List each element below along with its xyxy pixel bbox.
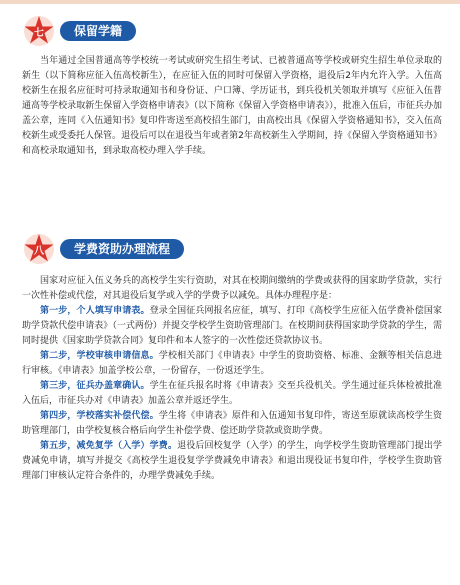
section-header (22, 232, 442, 266)
section-retain-enrollment (22, 14, 442, 159)
section-title: 学费资助办理流程 (60, 239, 184, 259)
star-icon (22, 14, 56, 48)
top-border (0, 0, 460, 4)
step-text: 学校相关部门《申请表》中学生的资助资格、标准、金额等相关信息进行审核。《申请表》加盖学校公章，一份留存，一份返还学生。 (22, 351, 442, 376)
step-5: 第五步，减免复学（入学）学费。退役后回校复学（入学）的学生，向学校学生资助管理部门提出学费减免申请，填写并提交《高校学生退役复学学费减免申请表》和退出现役证书复印件，学校学生资助管理部门审核认定符合条件的，办理学费减免手续。 (22, 441, 442, 481)
step-4: 第四步，学校落实补偿代偿。学生将《申请表》原件和入伍通知书复印件，寄送至原就读高校学生资助管理部门，由学校复核合格后向学生补偿学费、偿还助学贷款或资助学费。 (22, 411, 442, 436)
step-text: 登录全国征兵网报名应征，填写、打印《高校学生应征入伍学费补偿国家助学贷款代偿申请表》（一式两份）并提交学校学生资助管理部门。在校期间获得国家助学贷款的学生，需同时提供《国家助学贷款合同》复印件和本人签字的一次性偿还贷款协议书。 (22, 306, 442, 346)
step-2: 第二步，学校审核申请信息。学校相关部门《申请表》中学生的资助资格、标准、金额等相关信息进行审核。《申请表》加盖学校公章，一份留存，一份返还学生。 (22, 351, 442, 376)
section-intro: 国家对应征入伍义务兵的高校学生实行资助，对其在校期间缴纳的学费或获得的国家助学贷款，实行一次性补偿或代偿，对其退役后复学或入学的学费予以减免。具体办理程序是： (22, 276, 442, 301)
step-label: 第四步，学校落实补偿代偿 (40, 411, 150, 421)
step-1: 第一步，个人填写申请表。登录全国征兵网报名应征，填写、打印《高校学生应征入伍学费补偿国家助学贷款代偿申请表》（一式两份）并提交学校学生资助管理部门。在校期间获得国家助学贷款的学生，需同时提供《国家助学贷款合同》复印件和本人签字的一次性偿还贷款协议书。 (22, 306, 442, 346)
section-header (22, 14, 442, 48)
section-number: 七 (34, 27, 44, 39)
section-body: 当年通过全国普通高等学校统一考试或研究生招生考试、已被普通高等学校或研究生招生单位录取的新生（以下简称应征入伍高校新生），在应征入伍的同时可保留入学资格，退役后2年内允许入学。入伍高校新生在报名应征时可持录取通知书和身份证、户口簿、学历证书，到兵役机关领取并填写《应征入伍普通高等学校录取新生保留入学资格申请表》（以下简称《保留入学资格申请表》），批准入伍后，市征兵办加盖公章，连同《入伍通知书》复印件寄送至高校招生部门，由高校出具《保留入学资格通知书》，交入伍高校新生或受委托人保管。退役后可以在退役当年或者第2年高校新生入学期间，持《保留入学资格通知书》和高校录取通知书，到录取高校办理入学手续。 (22, 56, 442, 156)
step-text: 学生在征兵报名时将《申请表》交至兵役机关。学生通过征兵体检被批准入伍后，市征兵办对《申请表》加盖公章并返还学生。 (22, 381, 442, 406)
star-icon (22, 232, 56, 266)
step-label: 第二步，学校审核申请信息 (40, 351, 150, 361)
step-label: 第一步，个人填写申请表 (40, 306, 141, 316)
step-3: 第三步，征兵办盖章确认。学生在征兵报名时将《申请表》交至兵役机关。学生通过征兵体检被批准入伍后，市征兵办对《申请表》加盖公章并返还学生。 (22, 381, 442, 406)
section-number: 八 (34, 245, 44, 257)
section-tuition-aid-process (22, 232, 442, 484)
step-text: 退役后回校复学（入学）的学生，向学校学生资助管理部门提出学费减免申请，填写并提交《高校学生退役复学学费减免申请表》和退出现役证书复印件，学校学生资助管理部门审核认定符合条件的，办理学费减免手续。 (22, 441, 442, 481)
step-label: 第三步，征兵办盖章确认 (40, 381, 141, 391)
step-label: 第五步，减免复学（入学）学费 (40, 441, 168, 451)
section-title: 保留学籍 (60, 21, 136, 41)
step-text: 学生将《申请表》原件和入伍通知书复印件，寄送至原就读高校学生资助管理部门，由学校复核合格后向学生补偿学费、偿还助学贷款或资助学费。 (22, 411, 442, 436)
